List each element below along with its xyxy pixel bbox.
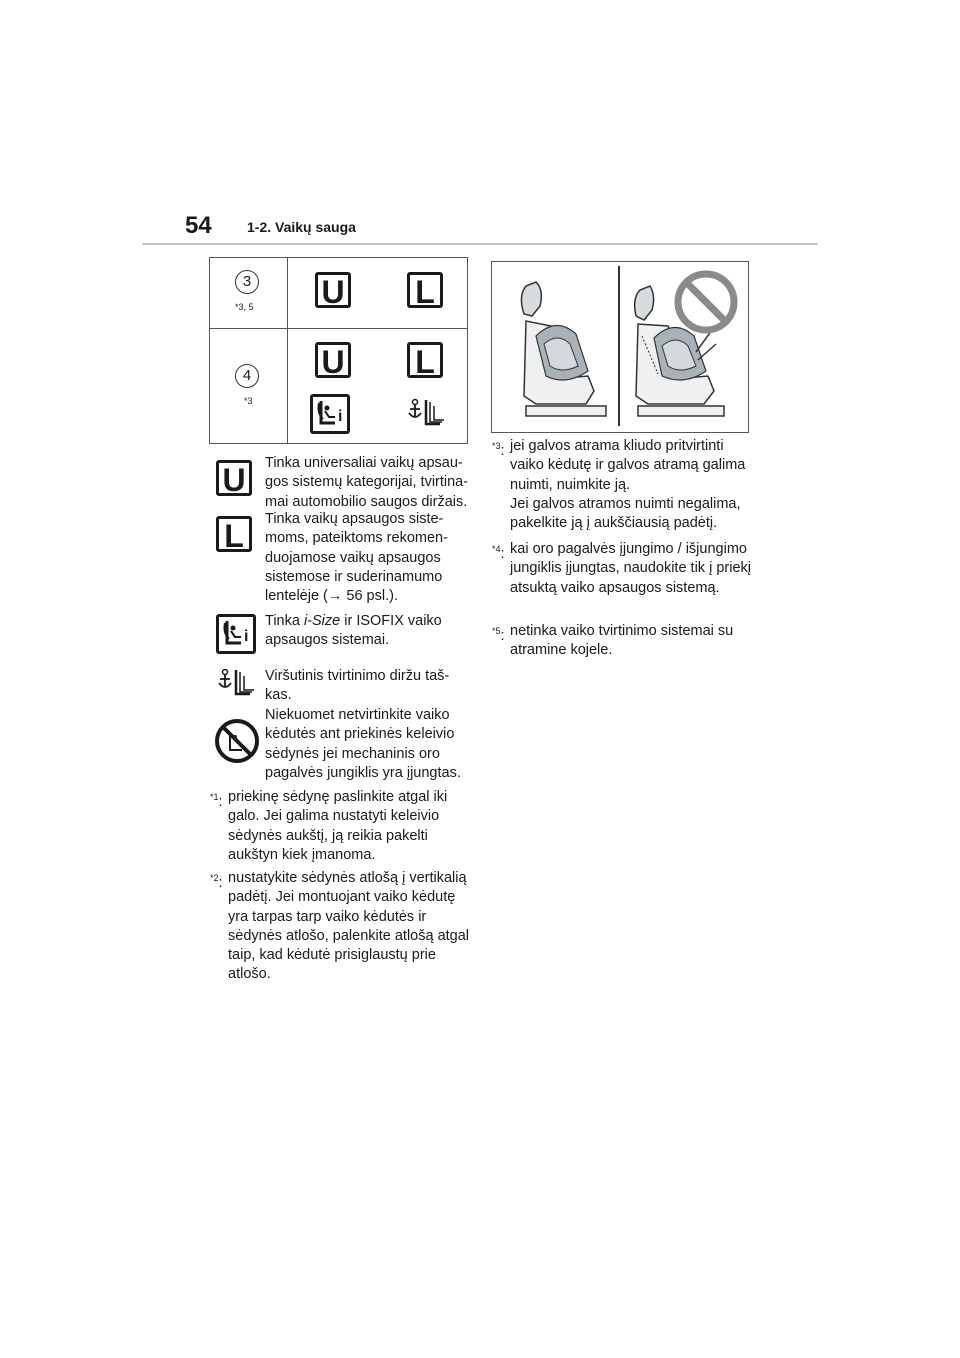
- legend-prohibited-icon: [214, 718, 260, 764]
- footnote-2: $^{*2}$: nustatykite sėdynės atlošą į vertikalią padėtį. Jei montuojant vaiko kėdutę yra tarpas tarp vaiko kėdutės ir sėdynės atlošo, palenkite atlošą atgal taip, kad kėdutė prisiglaustų prie atlošo.: [210, 870, 470, 983]
- headrest-illustration: [491, 261, 749, 433]
- seat-position-3-note: *3, 5: [235, 302, 254, 312]
- section-title: 1-2. Vaikų sauga: [247, 219, 356, 235]
- isofix-letter: i: [244, 628, 249, 645]
- table-divider-horizontal: [210, 328, 467, 329]
- seat-position-3: 3: [235, 270, 259, 294]
- seat-compat-table: [209, 257, 468, 444]
- legend-universal-u-icon: U: [216, 460, 252, 496]
- arrow-icon: →: [327, 588, 343, 605]
- footnote-3: $^{*3}$: jei galvos atrama kliudo pritvirtinti vaiko kėdutę ir galvos atramą galima nuimti, nuimkite ją. Jei galvos atramos nuimti negalima, pakelkite ją į aukščiausią padėtį.: [492, 438, 746, 532]
- legend-isize-text: Tinka i-Size ir ISOFIX vaiko apsaugos sistemai.: [265, 613, 442, 649]
- footnote-1: $^{*1}$: priekinę sėdynę paslinkite atgal iki galo. Jei galima nustatyti keleivio sėdynės aukštį, ją reikia pakelti aukštyn kiek įmanoma.: [210, 789, 448, 863]
- legend-never-text: Niekuomet netvirtinkite vaiko kėdutės ant priekinės keleivio sėdynės jei mechaninis oro pagalvės jungiklis yra įjungtas.: [265, 707, 461, 781]
- listed-l-icon: L: [407, 272, 443, 308]
- isofix-letter: i: [338, 408, 343, 425]
- legend-listed-l-icon: L: [216, 516, 252, 552]
- footnote-4: $^{*4}$: kai oro pagalvės įjungimo / išjungimo jungiklis įjungtas, naudokite tik į priekį atsuktą vaiko apsaugos sistemą.: [492, 541, 751, 596]
- prohibited-icon: [674, 270, 738, 334]
- child-seat-headrest-raised: [496, 266, 616, 431]
- universal-u-icon: U: [315, 272, 351, 308]
- legend-listed-text: Tinka vaikų apsaugos siste-moms, pateiktoms rekomen-duojamose vaikų apsaugos sistemose ir suderinamumo lentelėje (→ 56 psl.).: [265, 511, 448, 605]
- table-divider-vertical: [287, 258, 288, 443]
- universal-u-icon: U: [315, 342, 351, 378]
- seat-position-4: 4: [235, 364, 259, 388]
- header-divider: [142, 243, 818, 245]
- listed-l-icon: L: [407, 342, 443, 378]
- top-tether-anchor-icon: [406, 394, 446, 434]
- footnote-5: $^{*5}$: netinka vaiko tvirtinimo sistemai su atramine kojele.: [492, 623, 734, 659]
- isofix-seat-icon: [310, 394, 350, 434]
- legend-isofix-seat-icon: [216, 614, 256, 654]
- legend-top-tether-icon: [216, 664, 256, 704]
- legend-universal-text: Tinka universaliai vaikų apsau-gos sistemų kategorijai, tvirtina-mai automobilio saugos diržais.: [265, 455, 469, 510]
- illustration-divider: [618, 266, 620, 426]
- page-number: 54: [185, 212, 212, 239]
- seat-position-4-note: *3: [244, 396, 253, 406]
- legend-top-tether-text: Viršutinis tvirtinimo diržu taš-kas.: [265, 668, 450, 704]
